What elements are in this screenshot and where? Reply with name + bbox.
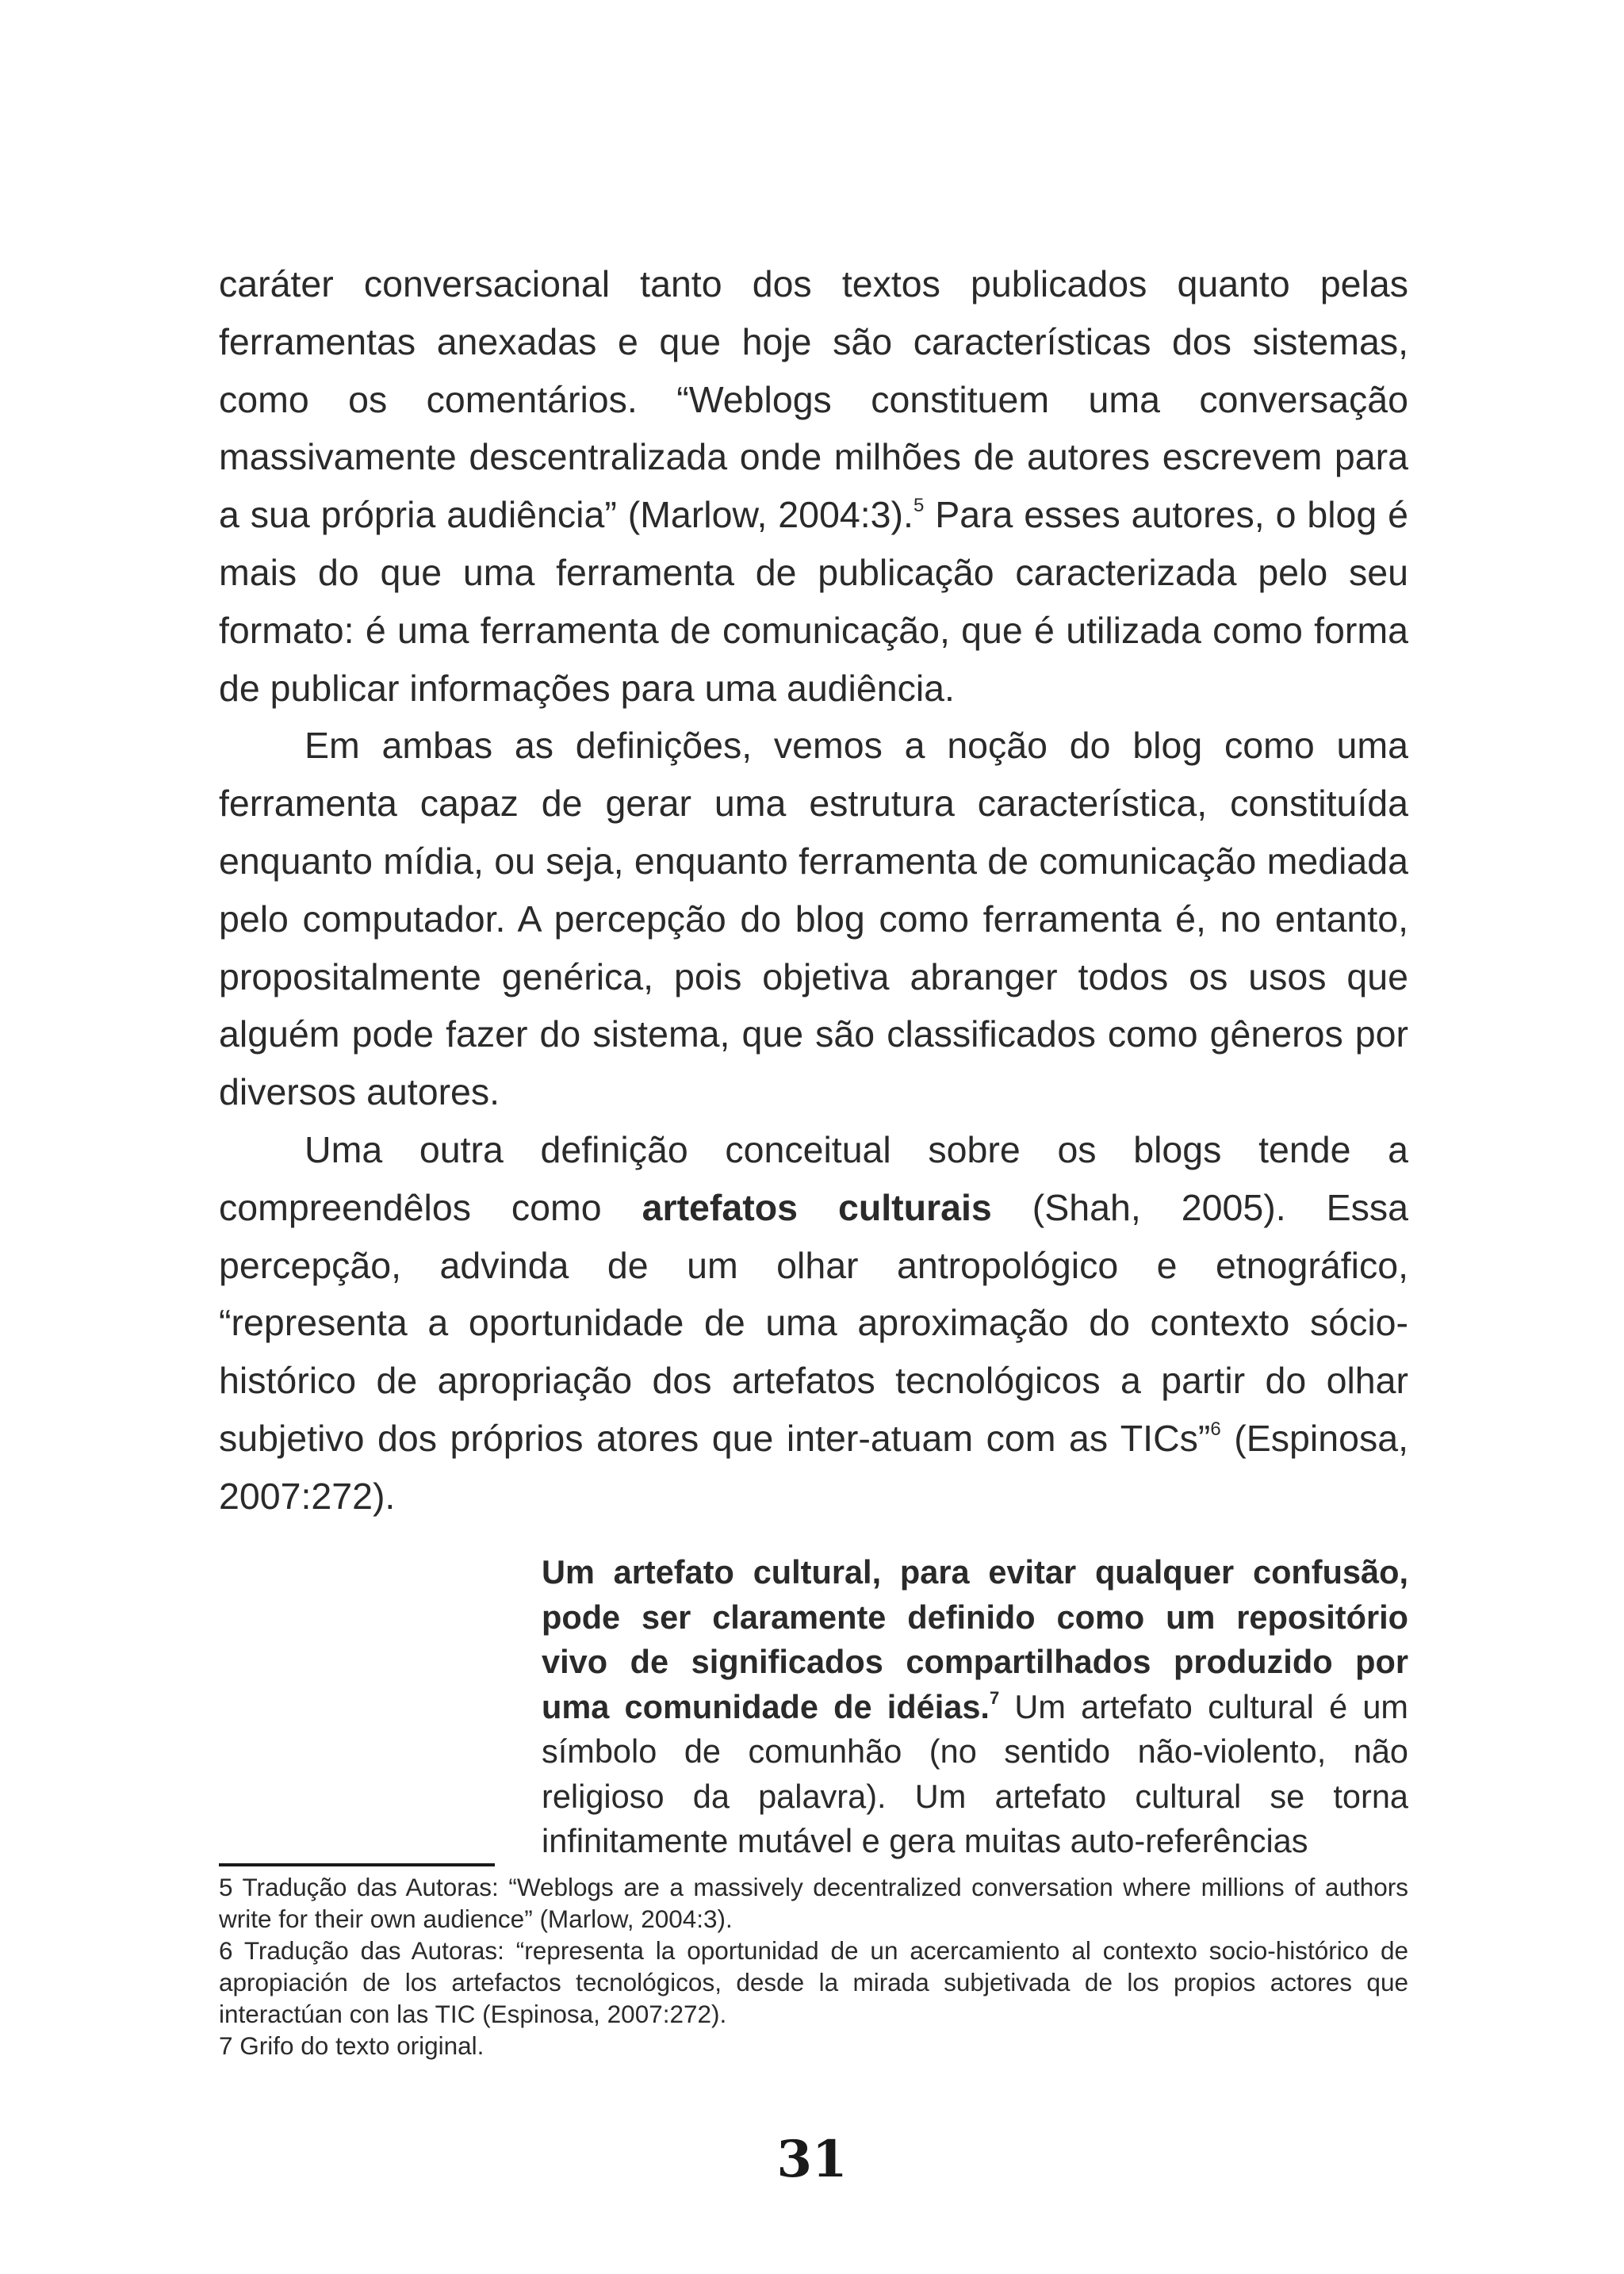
block-quote	[542, 1550, 1408, 1864]
page-number: 31	[776, 2130, 848, 2189]
footnote-ref-7: 7	[989, 1687, 1000, 1708]
footnotes	[219, 1871, 1408, 2062]
footnote-separator	[219, 1863, 495, 1866]
block-quote-text	[542, 1550, 1408, 1864]
paragraph-3-mid: (Shah, 2005). Essa percepção, advinda de um olhar antropológico e etnográfico, “representa a oportunidade de uma aproximação do contexto sócio-histórico de apropriação dos artefatos tecnológicos a partir do olhar subjetivo dos próprios atores que inter-atuam com as TICs”	[219, 1186, 1408, 1459]
footnote-ref-5: 5	[913, 495, 925, 517]
paragraph-1-tail: Para esses autores, o blog é mais do que uma ferramenta de publicação caracterizada pelo seu formato: é uma ferramenta de comunicação, que é utilizada como forma de publicar informações para uma audiência.	[219, 494, 1408, 709]
paragraph-3-bold-term: artefatos culturais	[642, 1186, 992, 1228]
footnote-ref-6: 6	[1210, 1418, 1221, 1440]
paragraph-3	[219, 1121, 1408, 1526]
footnote-7: 7 Grifo do texto original.	[219, 2031, 485, 2060]
paragraph-1-text: caráter conversacional tanto dos textos publicados quanto pelas ferramentas anexadas e que hoje são características dos sistemas, como os comentários. “Weblogs constituem uma conversação massivamente descentralizada onde milhões de autores escrevem para a sua própria audiência” (Marlow, 2004:3).	[219, 263, 1408, 536]
paragraph-3-start: Uma outra definição conceitual sobre os blogs tende a compreendêlos como	[219, 1128, 1408, 1228]
main-text	[219, 255, 1408, 1526]
footnote-6: 6 Tradução das Autoras: “representa la oportunidad de un acercamiento al contexto socio-histórico de apropiación de los artefactos tecnológicos, desde la mirada subjetivada de los propios actores que interactúan con las TIC (Espinosa, 2007:272).	[219, 1936, 1408, 2028]
paragraph-1	[219, 255, 1408, 717]
block-quote-bold: Um artefato cultural, para evitar qualquer confusão, pode ser claramente definido como um repositório vivo de significados compartilhados produzido por uma comunidade de idéias.	[542, 1553, 1408, 1725]
paragraph-2: Em ambas as definições, vemos a noção do blog como uma ferramenta capaz de gerar uma estrutura característica, constituída enquanto mídia, ou seja, enquanto ferramenta de comunicação mediada pelo computador. A percepção do blog como ferramenta é, no entanto, propositalmente genérica, pois objetiva abranger todos os usos que alguém pode fazer do sistema, que são classificados como gêneros por diversos autores.	[219, 725, 1408, 1113]
footnote-5: 5 Tradução das Autoras: “Weblogs are a massively decentralized conversation where millions of authors write for their own audience” (Marlow, 2004:3).	[219, 1873, 1408, 1933]
block-quote-rest: Um artefato cultural é um símbolo de comunhão (no sentido não-violento, não religioso da palavra). Um artefato cultural se torna infinitamente mutável e gera muitas auto-referências	[542, 1687, 1409, 1859]
paragraph-3-end: (Espinosa, 2007:272).	[219, 1417, 1408, 1517]
